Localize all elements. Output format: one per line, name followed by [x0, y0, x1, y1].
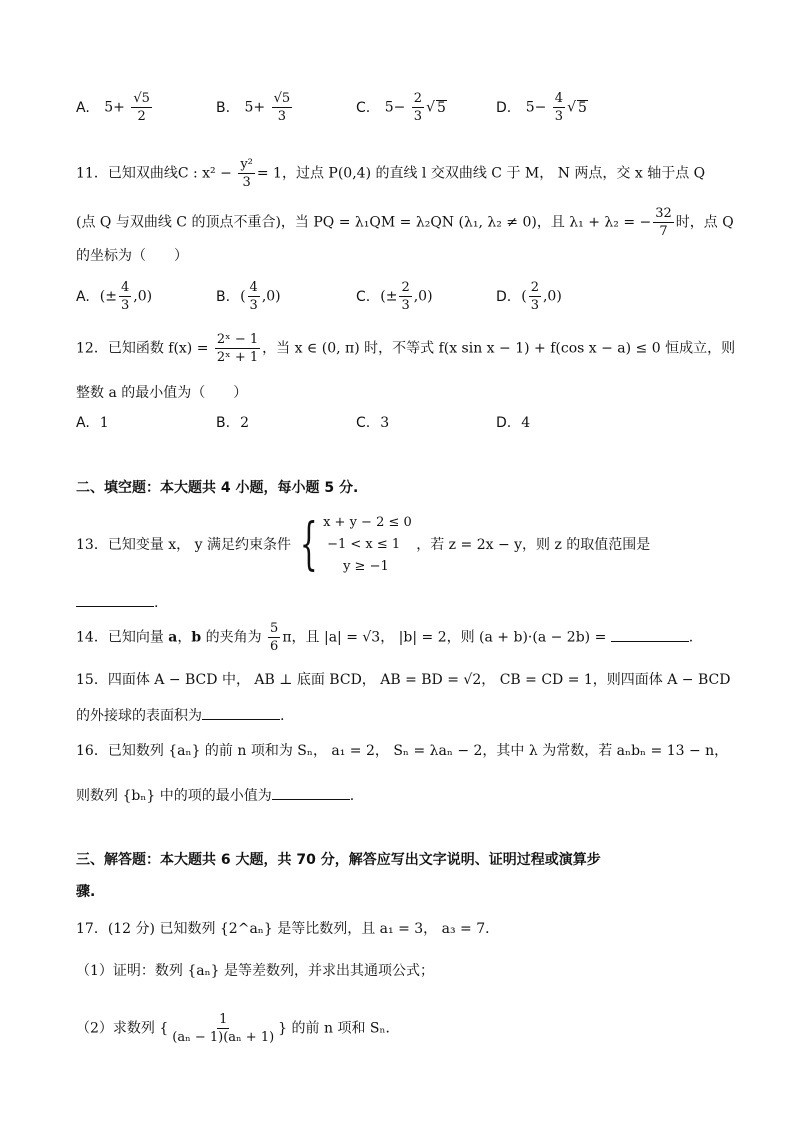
section-heading-fill-blank: 二、填空题：本大题共 4 小题，每小题 5 分. [76, 480, 359, 496]
q17-part2: （2）求数列 { $\frac{1}{\text{(aₙ − 1)(aₙ + 1)}}$ } 的前 n 项和 Sₙ． [76, 1012, 400, 1045]
q12-line1: 12．已知函数 f(x) = $\frac{\text{2ˣ − 1}}{\text{2ˣ + 1}}$ ，当 x ∈ (0, π) 时，不等式 f(x sin x − 1) + f(cos x − a) ≤ 0 恒成立，则 [76, 332, 736, 365]
q11-option-c: C. (± $\frac{2}{3}$ ,0) [356, 280, 433, 313]
q11-option-d: D. ( $\frac{2}{3}$ ,0) [496, 280, 562, 313]
q11-option-a: A. (± $\frac{4}{3}$ ,0) [76, 280, 153, 313]
sqrt-radicand: 5 [436, 99, 446, 116]
q11-line1: 11．已知双曲线C : x² − $\frac{\text{y²}}{3}$ = 1，过点 P(0,4) 的直线 l 交双曲线 C 于 M， N 两点，交 x 轴于点 Q [76, 157, 706, 190]
fraction: $\frac{2}{3}$ [401, 280, 410, 313]
q12-option-d: D. 4 [496, 415, 531, 431]
fraction: $\frac{\text{y²}}{3}$ [240, 157, 253, 190]
option-expr: 5− [525, 99, 547, 116]
q14-line: 14．已知向量 a，b 的夹角为 $\frac{5}{6}$ π，且 |a| = √3， |b| = 2，则 (a + b)·(a − 2b) = . [76, 621, 694, 654]
q17-part1: （1）证明：数列 {aₙ} 是等差数列，并求出其通项公式； [76, 963, 435, 979]
q10-option-b [216, 92, 294, 123]
answer-blank[interactable] [202, 705, 280, 720]
fraction: $\frac{√5}{3}$ [273, 91, 291, 124]
vector-equation: PQ = λ₁QM = λ₂QN (λ₁, λ₂ ≠ 0) [313, 214, 537, 231]
answer-blank[interactable] [76, 592, 154, 607]
q13-line2: . [76, 592, 158, 613]
option-expr: 5+ [244, 99, 266, 116]
vector-b: b [191, 629, 202, 646]
q17-line1: 17．(12 分) 已知数列 {2^aₙ} 是等比数列，且 a₁ = 3， a₃ = 7． [76, 921, 500, 937]
constraint-row: x + y − 2 ≤ 0 [323, 515, 412, 530]
option-expr: 5− [384, 99, 406, 116]
section-heading-solutions: 三、解答题：本大题共 6 大题，共 70 分，解答应写出文字说明、证明过程或演算步 [76, 852, 601, 868]
fraction: $\frac{2}{3}$ [413, 91, 423, 124]
option-label: A. [76, 99, 90, 116]
fraction: $\frac{4}{3}$ [120, 280, 130, 313]
q12-line2: 整数 a 的最小值为（ ） [76, 385, 248, 401]
constraint-system [295, 512, 411, 578]
option-label: C. [356, 99, 371, 116]
fraction: $\frac{√5}{2}$ [133, 91, 150, 124]
constraint-row: y ≥ −1 [343, 559, 389, 574]
fraction: $\frac{\text{2ˣ − 1}}{\text{2ˣ + 1}}$ [216, 332, 259, 365]
constraint-row: −1 < x ≤ 1 [327, 537, 401, 552]
q13-line1: 13．已知变量 x， y 满足约束条件 { x + y − 2 ≤ 0 −1 < x ≤ 1 y ≥ −1 ，若 z = 2x − y，则 z 的取值范围是 [76, 512, 651, 577]
option-label: B. [216, 99, 231, 116]
q10-option-c: C. 5− $\frac{2}{3}$ √ 5 [356, 91, 446, 124]
vector-a: a [168, 629, 178, 646]
left-brace: { [300, 512, 319, 577]
fraction: $\frac{1}{\text{(aₙ − 1)(aₙ + 1)}}$ [172, 1012, 275, 1045]
fraction: $\frac{4}{3}$ [249, 280, 258, 313]
fraction: $\frac{2}{3}$ [530, 280, 539, 313]
q15-line2: 的外接球的表面积为 . [76, 705, 284, 726]
answer-blank[interactable] [611, 627, 689, 642]
q11-line2: (点 Q 与双曲线 C 的顶点不重合)，当 PQ = λ₁QM = λ₂QN (λ₁, λ₂ ≠ 0)，且 λ₁ + λ₂ = − $\frac{32}{7}$ 时，点 Q [76, 206, 734, 239]
q12-option-c: C. 3 [356, 415, 390, 431]
section-heading-solutions-cont: 骤. [76, 884, 96, 900]
q12-option-a: A. 1 [76, 415, 109, 431]
q12-option-b: B. 2 [216, 415, 249, 431]
option-expr: 5+ [104, 99, 125, 116]
fraction: $\frac{4}{3}$ [554, 91, 564, 124]
q11-option-b: B. ( $\frac{4}{3}$ ,0) [216, 280, 281, 313]
q15-line1: 15．四面体 A − BCD 中， AB ⊥ 底面 BCD， AB = BD = √2， CB = CD = 1，则四面体 A − BCD [76, 672, 731, 688]
answer-blank[interactable] [272, 785, 350, 800]
q10-option-a [76, 92, 154, 123]
sqrt-radicand: 5 [577, 99, 587, 116]
q10-option-d: D. 5− $\frac{4}{3}$ √ 5 [496, 91, 587, 124]
fraction: $\frac{5}{6}$ [270, 621, 279, 654]
option-label: D. [496, 99, 512, 116]
q16-line1: 16．已知数列 {aₙ} 的前 n 项和为 Sₙ， a₁ = 2， Sₙ = λaₙ − 2，其中 λ 为常数，若 aₙbₙ = 13 − n， [76, 743, 729, 759]
q11-line3: 的坐标为（ ） [76, 248, 188, 264]
q16-line2: 则数列 {bₙ} 中的项的最小值为 . [76, 785, 354, 806]
fraction: $\frac{32}{7}$ [655, 206, 672, 239]
